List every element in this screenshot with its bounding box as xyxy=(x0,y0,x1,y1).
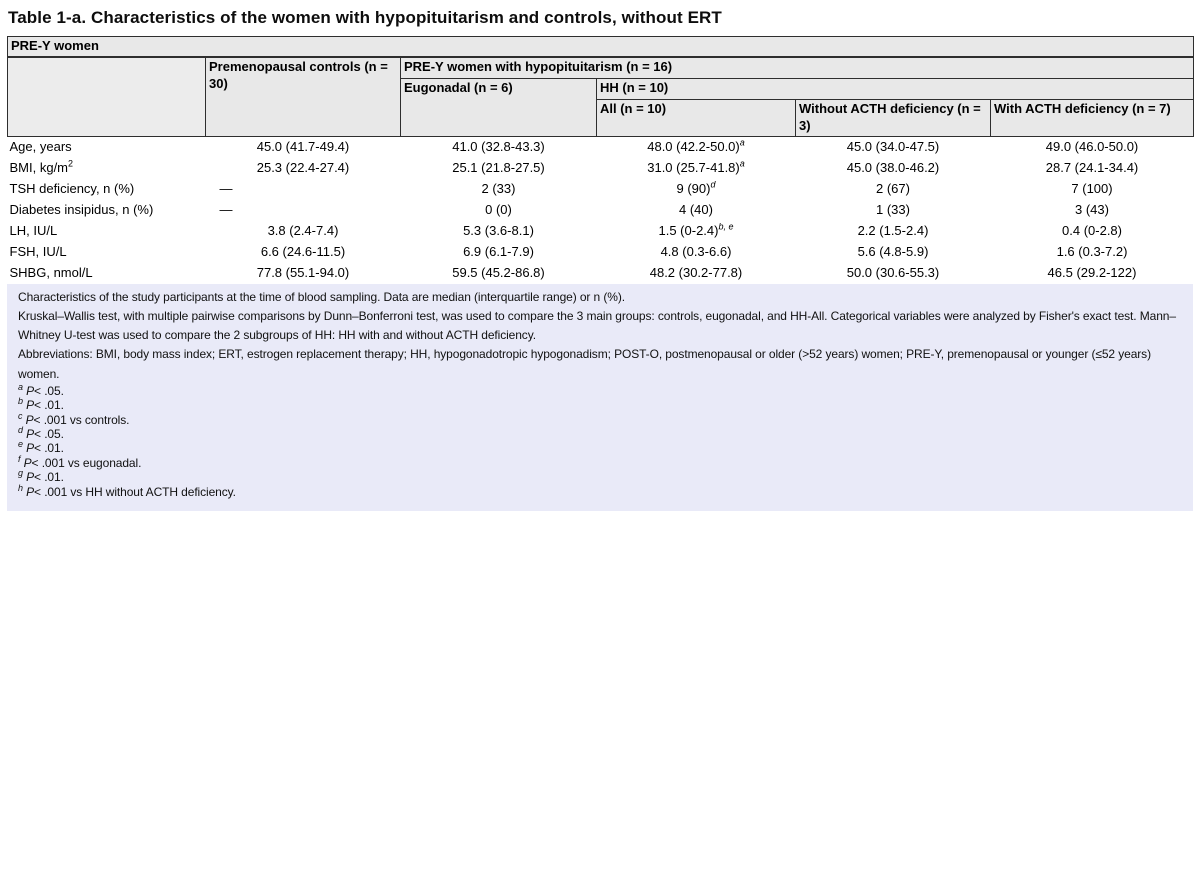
table-body xyxy=(8,136,1194,284)
data-cell: 1 (33) xyxy=(796,200,991,221)
header-pre-y-women: PRE-Y women xyxy=(8,37,1194,57)
data-cell: 48.2 (30.2-77.8) xyxy=(597,263,796,284)
data-cell: 1.6 (0.3-7.2) xyxy=(991,242,1194,263)
table-row xyxy=(8,263,1194,284)
data-cell: 77.8 (55.1-94.0) xyxy=(206,263,401,284)
footnote-general: Kruskal–Wallis test, with multiple pairwise comparisons by Dunn–Bonferroni test, was used to compare the 3 main groups: controls, eugonadal, and HH-All. Categorical variables were analyzed by Fisher's exact test. Mann–Whitney U-test was used to compare the 2 subgroups of HH: HH with and without ACTH deficiency. xyxy=(18,309,1176,343)
table-row xyxy=(8,158,1194,179)
footnote-general: Characteristics of the study participants at the time of blood sampling. Data are median (interquartile range) or n (%). xyxy=(18,289,625,304)
data-cell: 4.8 (0.3-6.6) xyxy=(597,242,796,263)
data-cell: 31.0 $(25.7-41.8)^a$ xyxy=(597,158,796,179)
data-cell: 4 (40) xyxy=(597,200,796,221)
footnote-significance: $^e$ P< .01. xyxy=(18,439,64,456)
header-row-top xyxy=(8,57,1194,79)
data-cell: 3.8 (2.4-7.4) xyxy=(206,221,401,242)
data-cell: — xyxy=(206,179,401,200)
data-cell: 5.3 (3.6-8.1) xyxy=(401,221,597,242)
header-hh-with-acth: With ACTH deficiency (n = 7) xyxy=(991,99,1194,136)
table-title: Table 1-a. Characteristics of the women with hypopituitarism and controls, without ERT xyxy=(8,8,722,27)
footnote-general: Abbreviations: BMI, body mass index; ERT, estrogen replacement therapy; HH, hypogonadotropic hypogonadism; POST-O, postmenopausal or older (>52 years) women; PRE-Y, premenopausal or younger (≤52 years) women. xyxy=(18,347,1151,381)
footnote-significance: $^a$ P< .05. xyxy=(18,381,64,398)
table-row xyxy=(8,242,1194,263)
data-cell: 5.6 (4.8-5.9) xyxy=(796,242,991,263)
table-row xyxy=(8,200,1194,221)
footnote-significance: $^d$ P< .05. xyxy=(18,425,64,441)
data-cell: 59.5 (45.2-86.8) xyxy=(401,263,597,284)
footnote-significance: $^f$ P< .001 vs eugonadal. xyxy=(18,453,142,470)
header-eugonadal: Eugonadal (n = 6) xyxy=(401,78,597,136)
data-cell: 3 (43) xyxy=(991,200,1194,221)
data-cell: 25.1 (21.8-27.5) xyxy=(401,158,597,179)
footnote-significance: $^c$ P< .001 vs controls. xyxy=(18,410,130,427)
row-label: BMI, $kg/m^2$ xyxy=(8,158,206,179)
footnotes xyxy=(7,284,1193,511)
data-cell: 2.2 (1.5-2.4) xyxy=(796,221,991,242)
table-row xyxy=(8,179,1194,200)
table-header xyxy=(8,37,1194,137)
row-label: SHBG, nmol/L xyxy=(8,263,206,284)
data-cell: — xyxy=(206,200,401,221)
data-cell: 45.0 (38.0-46.2) xyxy=(796,158,991,179)
table-row xyxy=(8,136,1194,158)
data-cell: 2 (33) xyxy=(401,179,597,200)
row-label: LH, IU/L xyxy=(8,221,206,242)
data-cell: 45.0 (34.0-47.5) xyxy=(796,136,991,158)
header-row-group xyxy=(8,37,1194,57)
data-cell: 7 (100) xyxy=(991,179,1194,200)
row-label: Diabetes insipidus, n (%) xyxy=(8,200,206,221)
data-cell: 6.6 (24.6-11.5) xyxy=(206,242,401,263)
data-cell: 45.0 (41.7-49.4) xyxy=(206,136,401,158)
data-cell: 6.9 (6.1-7.9) xyxy=(401,242,597,263)
header-premenopausal-controls: Premenopausal controls (n = 30) xyxy=(206,57,401,137)
data-cell: 41.0 (32.8-43.3) xyxy=(401,136,597,158)
data-cell: 46.5 (29.2-122) xyxy=(991,263,1194,284)
data-cell: 50.0 (30.6-55.3) xyxy=(796,263,991,284)
header-hh-without-acth: Without ACTH deficiency (n = 3) xyxy=(796,99,991,136)
data-cell: 48.0 $(42.2-50.0)^a$ xyxy=(597,136,796,158)
row-label: Age, years xyxy=(8,136,206,158)
header-hh-group: HH (n = 10) xyxy=(597,78,1194,99)
data-cell: 25.3 (22.4-27.4) xyxy=(206,158,401,179)
table-row xyxy=(8,221,1194,242)
header-hypopituitarism-group: PRE-Y women with hypopituitarism (n = 16) xyxy=(401,57,1194,79)
row-label: TSH deficiency, n (%) xyxy=(8,179,206,200)
footnote-significance: $^g$ P< .01. xyxy=(18,468,64,485)
data-cell: 9 $(90)^d$ xyxy=(597,179,796,200)
data-cell: 2 (67) xyxy=(796,179,991,200)
footnote-significance: $^h$ P< .001 vs HH without ACTH deficiency. xyxy=(18,482,236,499)
data-cell: 0 (0) xyxy=(401,200,597,221)
characteristics-table xyxy=(7,36,1194,284)
data-cell: 0.4 (0-2.8) xyxy=(991,221,1194,242)
header-hh-all: All (n = 10) xyxy=(597,99,796,136)
data-cell: 28.7 (24.1-34.4) xyxy=(991,158,1194,179)
footnote-significance: $^b$ P< .01. xyxy=(18,396,64,413)
data-cell: 1.5 $(0-2.4)^{b, e}$ xyxy=(597,221,796,242)
row-label: FSH, IU/L xyxy=(8,242,206,263)
header-blank-cell xyxy=(8,57,206,137)
data-cell: 49.0 (46.0-50.0) xyxy=(991,136,1194,158)
